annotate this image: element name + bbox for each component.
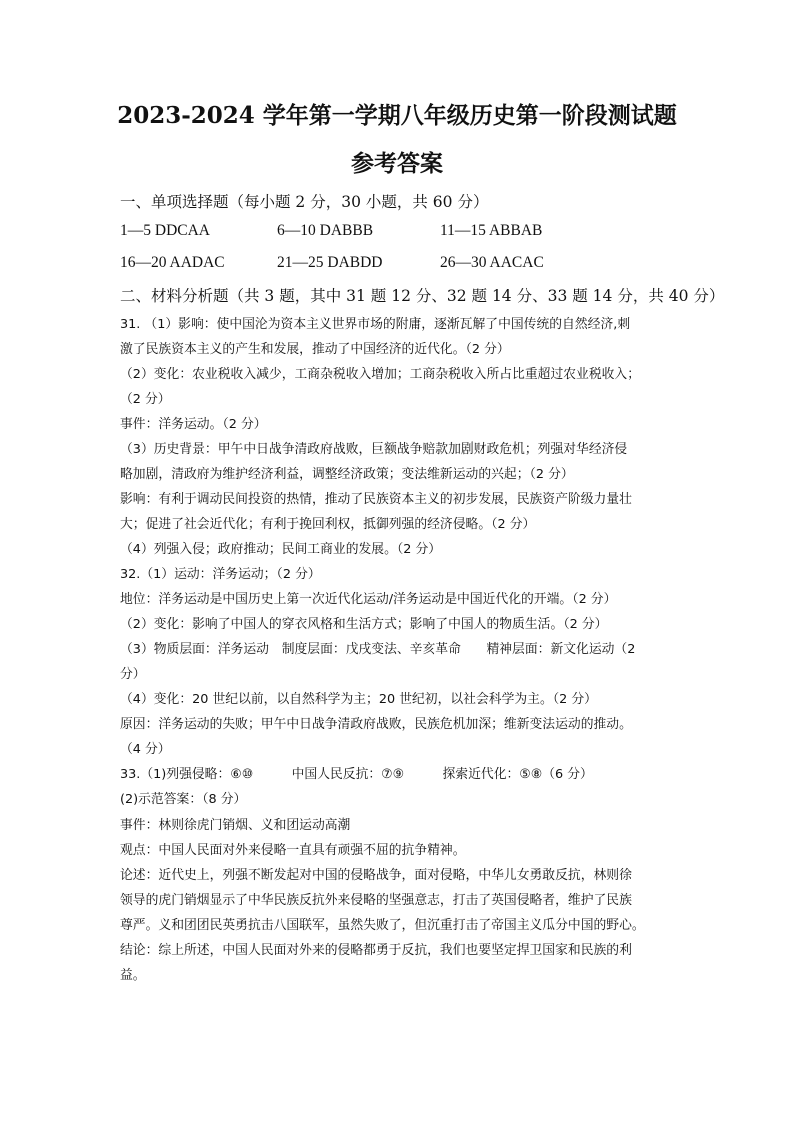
answer-line: 事件：洋务运动。（2 分）: [120, 417, 267, 432]
answer-line: 论述：近代史上，列强不断发起对中国的侵略战争，面对侵略，中华儿女勇敢反抗，林则徐: [120, 868, 632, 883]
answer-line: （2）变化：影响了中国人的穿衣风格和生活方式；影响了中国人的物质生活。（2 分）: [120, 617, 608, 632]
answer-line: 影响：有利于调动民间投资的热情，推动了民族资本主义的初步发展，民族资产阶级力量壮: [120, 492, 632, 507]
answer-line: 事件：林则徐虎门销烟、义和团运动高潮: [120, 818, 351, 833]
answer-line: (2)示范答案：（8 分）: [120, 792, 247, 807]
choice-answer-group: 6—10 DABBB: [277, 222, 374, 239]
answer-line: 尊严。义和团团民英勇抗击八国联军，虽然失败了，但沉重打击了帝国主义瓜分中国的野心。: [120, 918, 645, 933]
section1-heading: 一、单项选择题（每小题 2 分，30 小题，共 60 分）: [120, 193, 489, 211]
choice-answer-group: 21—25 DABDD: [277, 254, 383, 271]
page-title: 2023-2024 学年第一学期八年级历史第一阶段测试题: [117, 102, 677, 129]
answer-line: （3）历史背景：甲午中日战争清政府战败，巨额战争赔款加剧财政危机；列强对华经济侵: [120, 442, 628, 457]
answer-line: （4）变化：20 世纪以前，以自然科学为主；20 世纪初，以社会科学为主。（2 分）: [120, 692, 597, 707]
answer-line: （2 分）: [120, 392, 171, 407]
choice-answer-group: 1—5 DDCAA: [120, 222, 210, 239]
answer-line: （2）变化：农业税收入减少，工商杂税收入增加；工商杂税收入所占比重超过农业税收入；: [120, 367, 641, 382]
choice-answer-group: 26—30 AACAC: [440, 254, 544, 271]
answer-line: 略加剧，清政府为维护经济利益，调整经济政策；变法维新运动的兴起；（2 分）: [120, 467, 574, 482]
answer-line: 分）: [120, 667, 146, 682]
answer-line: 地位：洋务运动是中国历史上第一次近代化运动/洋务运动是中国近代化的开端。（2 分）: [120, 592, 617, 607]
answer-line: 32.（1）运动：洋务运动；（2 分）: [120, 567, 321, 582]
choice-answer-group: 16—20 AADAC: [120, 254, 225, 271]
answer-line: 33.（1)列强侵略：⑥⑩ 中国人民反抗：⑦⑨ 探索近代化：⑤⑧（6 分）: [120, 767, 593, 782]
answer-line: 益。: [120, 968, 146, 983]
choice-answer-group: 11—15 ABBAB: [440, 222, 543, 239]
answer-line: 结论：综上所述，中国人民面对外来的侵略都勇于反抗，我们也要坚定捍卫国家和民族的利: [120, 943, 632, 958]
answer-line: 31. （1）影响：使中国沦为资本主义世界市场的附庸，逐渐瓦解了中国传统的自然经济,刺: [120, 317, 631, 332]
answer-line: （3）物质层面：洋务运动 制度层面：戊戌变法、辛亥革命 精神层面：新文化运动（2: [120, 642, 636, 657]
page-subtitle: 参考答案: [351, 150, 443, 177]
answer-line: 观点：中国人民面对外来侵略一直具有顽强不屈的抗争精神。: [120, 843, 466, 858]
answer-line: 原因：洋务运动的失败；甲午中日战争清政府战败，民族危机加深；维新变法运动的推动。: [120, 717, 632, 732]
answer-line: 领导的虎门销烟显示了中华民族反抗外来侵略的坚强意志，打击了英国侵略者，维护了民族: [120, 893, 632, 908]
section2-heading: 二、材料分析题（共 3 题，其中 31 题 12 分、32 题 14 分、33 题 14 分，共 40 分）: [120, 287, 725, 305]
answer-line: （4）列强入侵；政府推动；民间工商业的发展。（2 分）: [120, 542, 442, 557]
answer-line: （4 分）: [120, 742, 171, 757]
answer-line: 激了民族资本主义的产生和发展，推动了中国经济的近代化。（2 分）: [120, 342, 510, 357]
answer-line: 大；促进了社会近代化；有利于挽回利权，抵御列强的经济侵略。（2 分）: [120, 517, 536, 532]
